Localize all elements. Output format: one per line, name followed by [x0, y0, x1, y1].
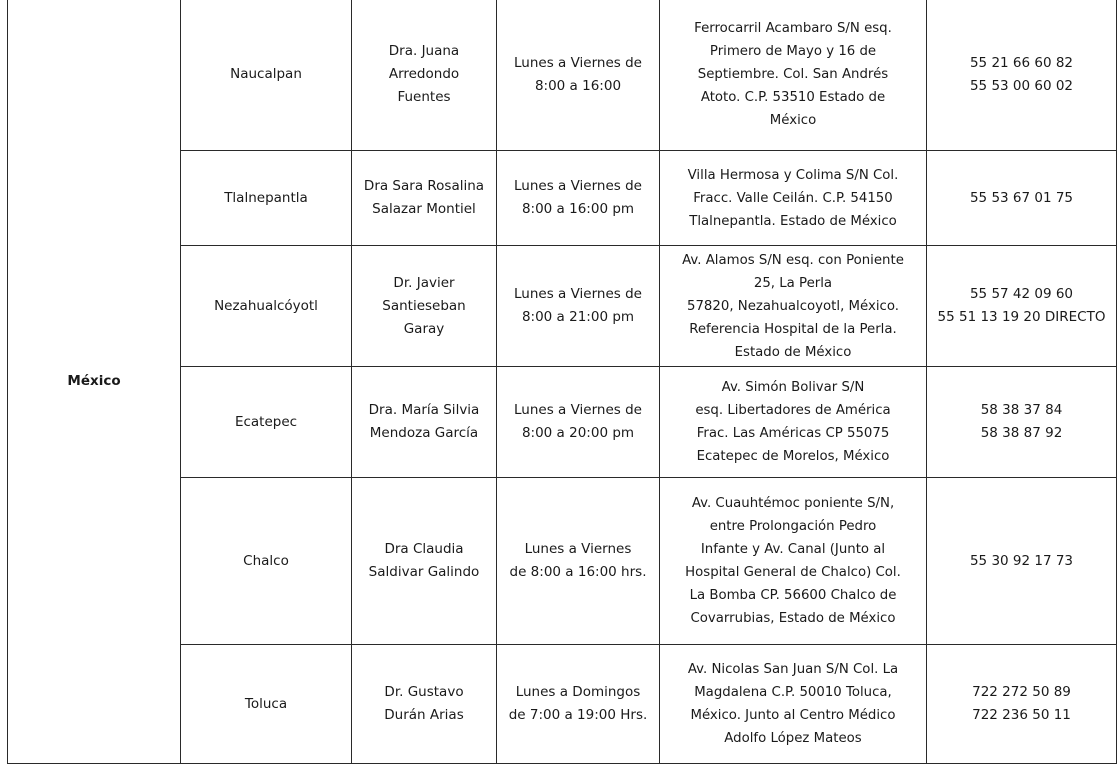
doctor-cell: Dra. Juana Arredondo Fuentes	[352, 0, 497, 151]
phone-cell: 55 57 42 09 60 55 51 13 19 20 DIRECTO	[927, 246, 1117, 367]
phone-cell: 722 272 50 89 722 236 50 11	[927, 645, 1117, 764]
address-cell: Ferrocarril Acambaro S/N esq. Primero de Mayo y 16 de Septiembre. Col. San Andrés Atoto. C.P. 53510 Estado de México	[660, 0, 927, 151]
address-cell: Av. Nicolas San Juan S/N Col. La Magdalena C.P. 50010 Toluca, México. Junto al Centro Médico Adolfo López Mateos	[660, 645, 927, 764]
phone-cell: 58 38 37 84 58 38 87 92	[927, 367, 1117, 478]
municipality-cell: Nezahualcóyotl	[181, 246, 352, 367]
phone-cell: 55 21 66 60 82 55 53 00 60 02	[927, 0, 1117, 151]
schedule-cell: Lunes a Viernes de 8:00 a 21:00 pm	[497, 246, 660, 367]
table-row	[8, 0, 1117, 151]
state-cell	[8, 0, 181, 764]
schedule-cell: Lunes a Domingos de 7:00 a 19:00 Hrs.	[497, 645, 660, 764]
schedule-cell: Lunes a Viernes de 8:00 a 16:00	[497, 0, 660, 151]
address-cell: Villa Hermosa y Colima S/N Col. Fracc. Valle Ceilán. C.P. 54150 Tlalnepantla. Estado de México	[660, 151, 927, 246]
state-name: México	[67, 372, 121, 389]
municipality-cell: Ecatepec	[181, 367, 352, 478]
address-cell: Av. Simón Bolivar S/N esq. Libertadores de América Frac. Las Américas CP 55075 Ecatepec de Morelos, México	[660, 367, 927, 478]
directory-table	[7, 0, 1117, 764]
doctor-cell: Dr. Gustavo Durán Arias	[352, 645, 497, 764]
schedule-cell: Lunes a Viernes de 8:00 a 16:00 hrs.	[497, 478, 660, 645]
address-cell: Av. Alamos S/N esq. con Poniente 25, La Perla 57820, Nezahualcoyotl, México. Referencia Hospital de la Perla. Estado de México	[660, 246, 927, 367]
schedule-cell: Lunes a Viernes de 8:00 a 16:00 pm	[497, 151, 660, 246]
phone-cell: 55 53 67 01 75	[927, 151, 1117, 246]
address-cell: Av. Cuauhtémoc poniente S/N, entre Prolongación Pedro Infante y Av. Canal (Junto al Hospital General de Chalco) Col. La Bomba CP. 56600 Chalco de Covarrubias, Estado de México	[660, 478, 927, 645]
doctor-cell: Dra Claudia Saldivar Galindo	[352, 478, 497, 645]
municipality-cell: Toluca	[181, 645, 352, 764]
municipality-cell: Chalco	[181, 478, 352, 645]
schedule-cell: Lunes a Viernes de 8:00 a 20:00 pm	[497, 367, 660, 478]
phone-cell: 55 30 92 17 73	[927, 478, 1117, 645]
doctor-cell: Dr. Javier Santieseban Garay	[352, 246, 497, 367]
doctor-cell: Dra. María Silvia Mendoza García	[352, 367, 497, 478]
municipality-cell: Naucalpan	[181, 0, 352, 151]
doctor-cell: Dra Sara Rosalina Salazar Montiel	[352, 151, 497, 246]
municipality-cell: Tlalnepantla	[181, 151, 352, 246]
